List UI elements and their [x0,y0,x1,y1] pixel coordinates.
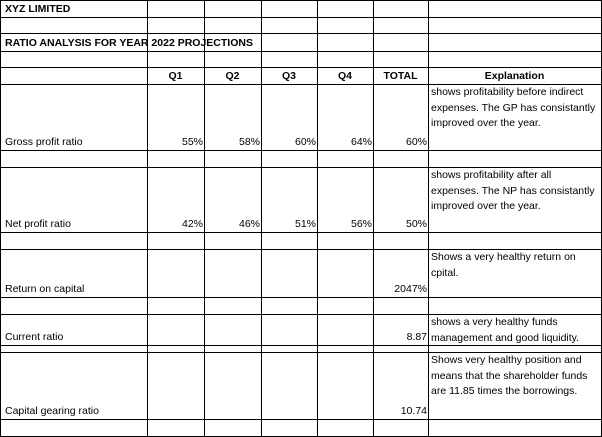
cell-r6-c6[interactable] [428,150,602,168]
row-label[interactable] [0,249,148,298]
header-q1-text: Q1 [168,70,183,82]
sheet-subtitle[interactable] [0,33,253,52]
cell-r14-c6[interactable] [428,419,602,437]
row-explanation-text: Shows very healthy position and means that the shareholder funds are 11.85 times the borrowings. [431,354,588,398]
cell-r4-c0[interactable] [0,67,148,85]
row-explanation-text: shows profitability after all expenses. The NP has consistantly improved over the year. [431,169,595,213]
header-q3-text: Q3 [281,70,296,82]
row-total-value-text: 50% [405,218,427,230]
row-total-value[interactable] [373,249,429,298]
cell-r1-c6[interactable] [428,17,602,34]
row-label[interactable] [0,167,148,233]
row-label-text: Gross profit ratio [5,136,83,148]
row-q3-value-text: 60% [294,136,316,148]
header-q1[interactable] [147,67,205,85]
row-q1-value[interactable] [147,314,205,346]
row-q3-value[interactable] [261,249,318,298]
row-q1-value[interactable] [147,167,205,233]
header-q4[interactable] [317,67,374,85]
row-q1-value[interactable] [147,84,205,151]
row-q4-value[interactable] [317,84,374,151]
cell-r2-c4[interactable] [317,33,374,52]
cell-r0-c6[interactable] [428,0,602,18]
row-q3-value-text: 51% [294,218,316,230]
row-q4-value[interactable] [317,167,374,233]
cell-r0-c1[interactable] [147,0,205,18]
row-label-text: Net profit ratio [5,218,71,230]
row-q1-value[interactable] [147,249,205,298]
row-q2-value[interactable] [204,249,262,298]
header-total[interactable] [373,67,429,85]
row-q3-value[interactable] [261,167,318,233]
row-q1-value-text: 55% [181,136,203,148]
cell-r10-c3[interactable] [261,297,318,315]
cell-r14-c1[interactable] [147,419,205,437]
cell-r3-c4[interactable] [317,51,374,68]
row-q2-value[interactable] [204,84,262,151]
cell-r10-c0[interactable] [0,297,148,315]
cell-r2-c6[interactable] [428,33,602,52]
cell-r10-c5[interactable] [373,297,429,315]
cell-r1-c1[interactable] [147,17,205,34]
cell-r8-c2[interactable] [204,232,262,250]
row-total-value[interactable] [373,84,429,151]
sheet-subtitle-text: RATIO ANALYSIS FOR YEAR 2022 PROJECTIONS [5,37,253,49]
cell-r10-c6[interactable] [428,297,602,315]
row-total-value-text: 10.74 [400,405,427,417]
row-q4-value-text: 56% [350,218,372,230]
row-q1-value[interactable] [147,352,205,420]
row-label-text: Capital gearing ratio [5,405,99,417]
cell-r8-c4[interactable] [317,232,374,250]
cell-r0-c4[interactable] [317,0,374,18]
cell-r14-c3[interactable] [261,419,318,437]
row-q2-value-text: 46% [238,218,260,230]
row-explanation[interactable] [428,352,602,420]
row-q4-value[interactable] [317,352,374,420]
cell-r0-c3[interactable] [261,0,318,18]
cell-r8-c1[interactable] [147,232,205,250]
row-explanation-text: shows a very healthy funds management and good liquidity. [431,316,580,344]
header-q2-text: Q2 [225,70,240,82]
cell-r0-c5[interactable] [373,0,429,18]
cell-r8-c0[interactable] [0,232,148,250]
row-total-value-text: 2047% [394,283,427,295]
row-q4-value-text: 64% [350,136,372,148]
cell-r1-c0[interactable] [0,17,148,34]
header-explanation[interactable] [428,67,602,85]
row-q3-value[interactable] [261,352,318,420]
cell-r14-c0[interactable] [0,419,148,437]
row-explanation-text: Shows a very healthy return on cpital. [431,251,576,279]
cell-r3-c5[interactable] [373,51,429,68]
row-explanation[interactable] [428,314,602,346]
row-q1-value-text: 42% [181,218,203,230]
cell-r10-c4[interactable] [317,297,374,315]
row-q4-value[interactable] [317,314,374,346]
header-q4-text: Q4 [337,70,352,82]
header-q2[interactable] [204,67,262,85]
cell-r3-c2[interactable] [204,51,262,68]
cell-r1-c3[interactable] [261,17,318,34]
row-explanation-text: shows profitability before indirect expenses. The GP has consistantly improved over the year. [431,86,596,130]
header-q3[interactable] [261,67,318,85]
cell-r1-c4[interactable] [317,17,374,34]
row-total-value-text: 60% [405,136,427,148]
row-q3-value[interactable] [261,314,318,346]
row-q2-value[interactable] [204,167,262,233]
cell-r8-c6[interactable] [428,232,602,250]
row-total-value[interactable] [373,167,429,233]
cell-r8-c3[interactable] [261,232,318,250]
cell-r6-c4[interactable] [317,150,374,168]
cell-r6-c1[interactable] [147,150,205,168]
row-label[interactable] [0,352,148,420]
header-total-text: TOTAL [383,70,418,82]
sheet-title-text: XYZ LIMITED [5,3,71,15]
header-explanation-text: Explanation [484,70,545,82]
cell-r14-c5[interactable] [373,419,429,437]
cell-r2-c3[interactable] [261,33,318,52]
cell-r0-c2[interactable] [204,0,262,18]
row-label-text: Current ratio [5,331,64,343]
cell-r8-c5[interactable] [373,232,429,250]
cell-r6-c3[interactable] [261,150,318,168]
row-q2-value[interactable] [204,314,262,346]
row-q2-value-text: 58% [238,136,260,148]
cell-r6-c5[interactable] [373,150,429,168]
row-total-value[interactable] [373,314,429,346]
row-total-value[interactable] [373,352,429,420]
row-label[interactable] [0,84,148,151]
cell-r2-c5[interactable] [373,33,429,52]
row-explanation[interactable] [428,84,602,151]
row-explanation[interactable] [428,249,602,298]
cell-r3-c0[interactable] [0,51,148,68]
row-label-text: Return on capital [5,283,85,295]
row-total-value-text: 8.87 [406,331,427,343]
cell-r1-c5[interactable] [373,17,429,34]
cell-r6-c2[interactable] [204,150,262,168]
row-q3-value[interactable] [261,84,318,151]
cell-r14-c2[interactable] [204,419,262,437]
cell-r10-c1[interactable] [147,297,205,315]
cell-r3-c6[interactable] [428,51,602,68]
cell-r14-c4[interactable] [317,419,374,437]
row-label[interactable] [0,314,148,346]
row-explanation[interactable] [428,167,602,233]
cell-r3-c3[interactable] [261,51,318,68]
row-q4-value[interactable] [317,249,374,298]
sheet-title[interactable] [0,0,148,18]
cell-r1-c2[interactable] [204,17,262,34]
cell-r3-c1[interactable] [147,51,205,68]
row-q2-value[interactable] [204,352,262,420]
cell-r10-c2[interactable] [204,297,262,315]
cell-r6-c0[interactable] [0,150,148,168]
